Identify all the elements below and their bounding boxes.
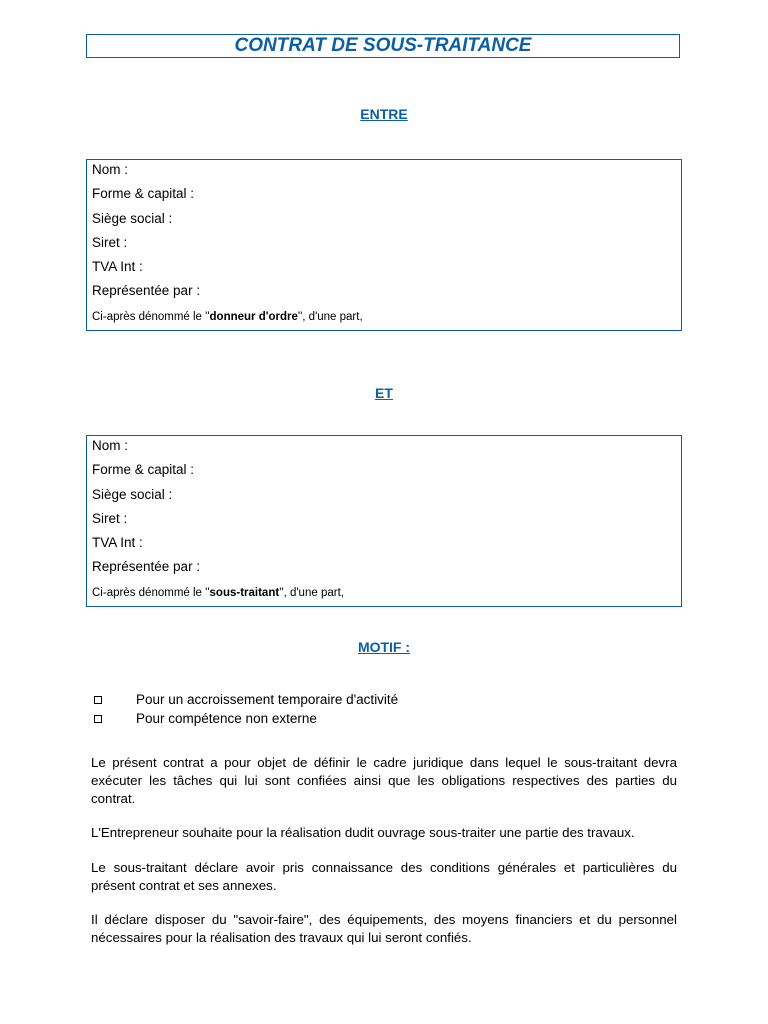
party-box-donneur-ordre [86,159,682,331]
party2-denom-prefix: Ci-après dénommé le '' [92,586,210,599]
party1-siege-social-field: Siège social : [92,210,173,226]
party1-denomination [92,310,676,324]
party2-forme-capital-field: Forme & capital : [92,462,195,478]
party1-representee-field: Représentée par : [92,283,201,299]
party1-denom-role: donneur d'ordre [209,310,298,323]
party1-denom-prefix: Ci-après dénommé le '' [92,310,210,323]
party2-denom-role: sous-traitant [209,586,280,599]
party1-tva-field: TVA Int : [92,259,143,275]
motif-checkbox-competence[interactable] [94,715,102,723]
party2-siege-social-field: Siège social : [92,486,173,502]
party2-siret-field: Siret : [92,510,128,526]
contract-title: CONTRAT DE SOUS-TRAITANCE [86,34,680,58]
party-box-sous-traitant [86,435,682,607]
paragraph-savoir-faire: Il déclare disposer du "savoir-faire", des équipements, des moyens financiers et du personnel nécessaires pour la réalisation des travaux qui lui seront confiés. [91,912,677,945]
heading-et: ET [375,385,393,401]
party1-denom-suffix: '', d'une part, [297,310,363,323]
paragraph-objet: Le présent contrat a pour objet de définir le cadre juridique dans lequel le sous-traitant devra exécuter les tâches qui lui sont confiées ainsi que les obligations respectives des parties du contrat. [91,755,677,806]
party1-forme-capital-field: Forme & capital : [92,186,195,202]
motif-checkbox-accroissement[interactable] [94,696,102,704]
party1-nom-field: Nom : [92,162,129,177]
motif-label-competence: Pour compétence non externe [136,711,317,726]
heading-entre: ENTRE [360,106,408,122]
party1-siret-field: Siret : [92,234,128,250]
party2-denom-suffix: '', d'une part, [279,586,344,599]
party2-denomination [92,586,676,600]
paragraph-connaissance: Le sous-traitant déclare avoir pris connaissance des conditions générales et particulières du présent contrat et ses annexes. [91,860,677,893]
motif-label-accroissement: Pour un accroissement temporaire d'activité [136,692,399,707]
paragraph-entrepreneur: L'Entrepreneur souhaite pour la réalisation dudit ouvrage sous-traiter une partie des travaux. [91,825,635,840]
motif-list [94,690,398,728]
motif-item-accroissement[interactable] [94,690,398,709]
heading-motif: MOTIF : [357,639,411,655]
party2-nom-field: Nom : [92,438,129,453]
party2-tva-field: TVA Int : [92,535,143,551]
motif-item-competence[interactable] [94,709,398,728]
party2-representee-field: Représentée par : [92,559,201,575]
